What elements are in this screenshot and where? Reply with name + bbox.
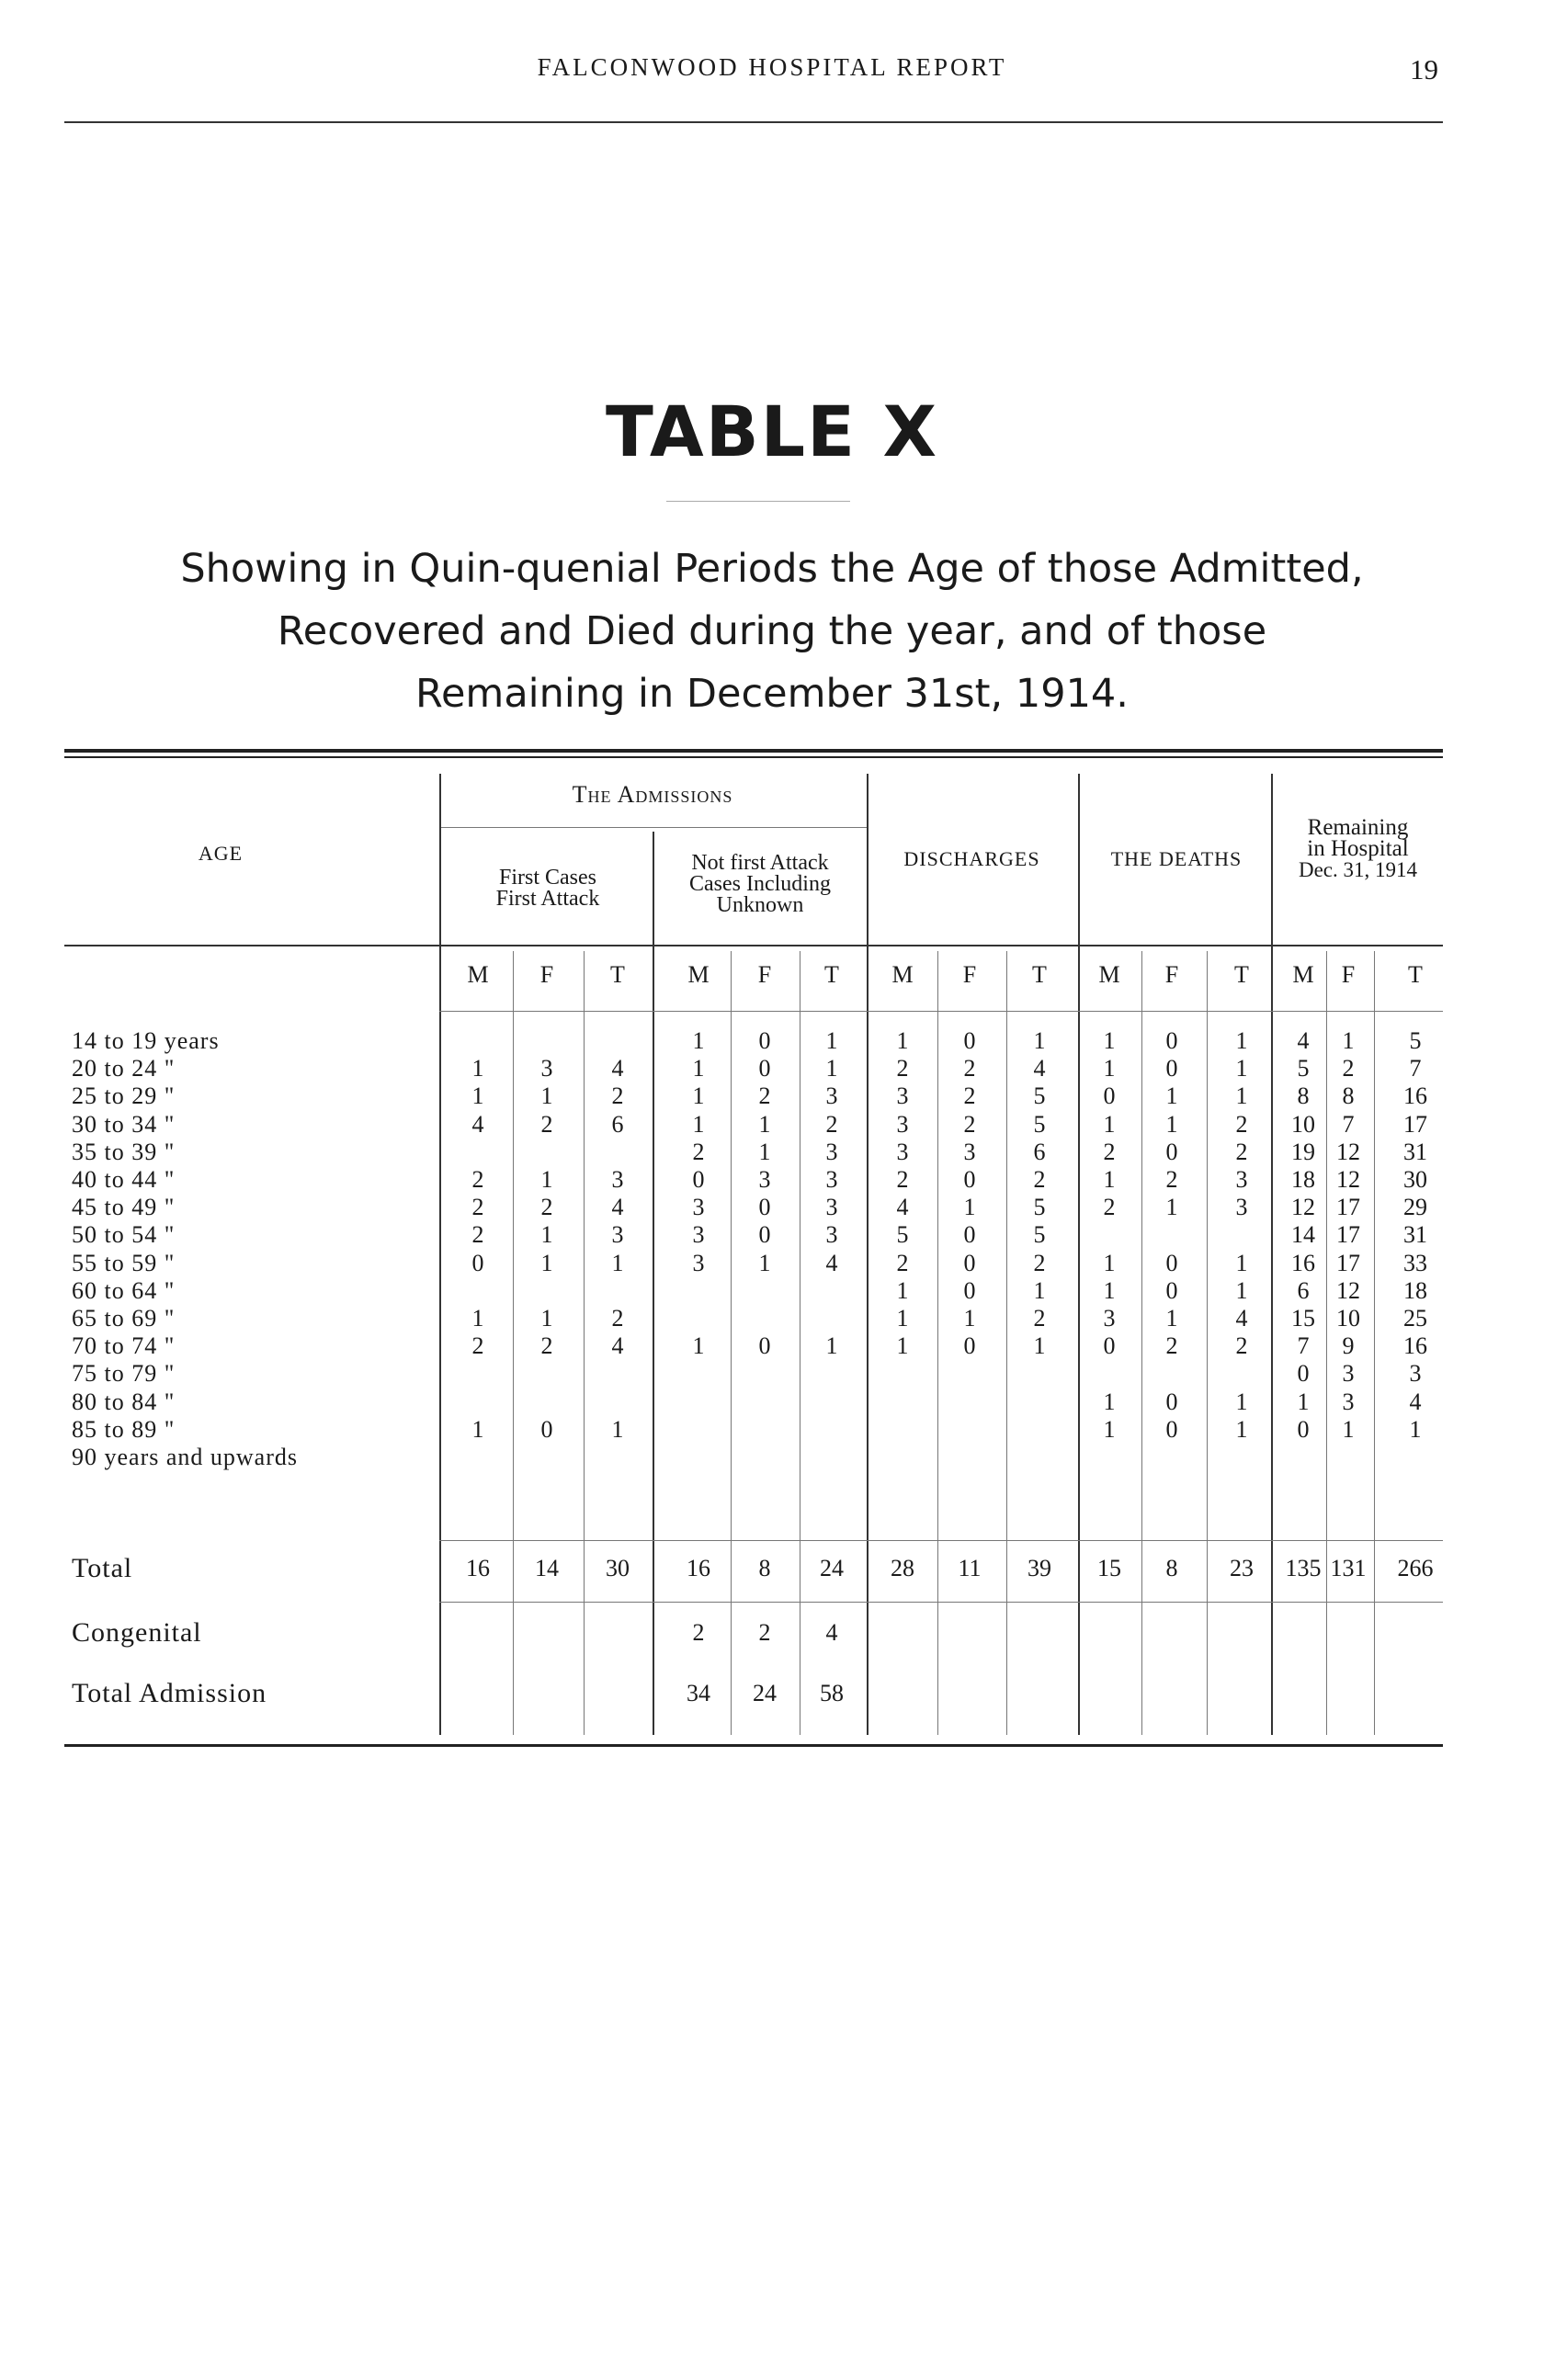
sub-column-divider	[1006, 951, 1007, 1735]
header-first-cases-line2: First Attack	[495, 887, 600, 911]
table-cell: 2	[611, 1305, 624, 1332]
table-cell: 1	[692, 1332, 705, 1359]
header-deaths: THE DEATHS	[1110, 847, 1243, 870]
table-cell: 4	[471, 1111, 484, 1138]
table-cell: 1	[540, 1305, 553, 1332]
table-cell: 1	[1235, 1250, 1248, 1276]
table-cell: 1	[963, 1305, 976, 1332]
table-cell: 1	[471, 1055, 484, 1082]
table-cell: 0	[1165, 1139, 1178, 1165]
table-cell: 2	[1165, 1332, 1178, 1359]
table-cell: 1	[471, 1416, 484, 1443]
table-cell: 2	[471, 1332, 484, 1359]
rule-header-bottom	[64, 945, 1443, 946]
table-cell: 1	[611, 1250, 624, 1276]
age-label: 85 to 89 "	[72, 1416, 176, 1443]
table-cell: 2	[1033, 1305, 1046, 1332]
table-cell: 1	[540, 1166, 553, 1193]
rule-above-total	[439, 1540, 1443, 1541]
table-top-rule-thin	[64, 756, 1443, 758]
header-age: AGE	[198, 842, 244, 865]
sub-column-divider	[937, 951, 938, 1735]
table-cell: 14	[535, 1555, 559, 1581]
table-cell: 1	[1235, 1082, 1248, 1109]
running-title: FALCONWOOD HOSPITAL REPORT	[537, 53, 1007, 81]
table-cell: 2	[1033, 1250, 1046, 1276]
table-cell: 1	[471, 1305, 484, 1332]
title-rule	[666, 501, 850, 502]
header-discharges: DISCHARGES	[903, 847, 1040, 870]
table-cell: 3	[692, 1221, 705, 1248]
rule-subheader-bottom	[439, 1011, 1443, 1012]
table-cell: 1	[825, 1055, 838, 1082]
table-cell: 31	[1403, 1139, 1427, 1165]
table-cell: 5	[1033, 1111, 1046, 1138]
table-cell: 4	[1033, 1055, 1046, 1082]
table-cell: 17	[1336, 1250, 1360, 1276]
sub-column-header: M	[1098, 961, 1120, 988]
table-cell: 0	[1297, 1360, 1310, 1387]
table-cell: 1	[1103, 1416, 1116, 1443]
table-cell: 1	[1409, 1416, 1422, 1443]
table-cell: 1	[692, 1055, 705, 1082]
table-cell: 17	[1336, 1221, 1360, 1248]
table-cell: 5	[1409, 1027, 1422, 1054]
sub-column-header: M	[687, 961, 710, 988]
table-cell: 1	[1103, 1388, 1116, 1415]
table-cell: 2	[963, 1055, 976, 1082]
table-cell: 2	[471, 1166, 484, 1193]
table-cell: 34	[687, 1680, 710, 1706]
table-cell: 8	[1342, 1082, 1355, 1109]
header-remaining-line3: Dec. 31, 1914	[1298, 858, 1418, 881]
header-not-first-line2: Cases Including	[689, 872, 831, 896]
table-cell: 1	[540, 1221, 553, 1248]
table-cell: 1	[896, 1277, 909, 1304]
table-cell: 5	[1033, 1082, 1046, 1109]
table-cell: 0	[1165, 1055, 1178, 1082]
sub-column-header: F	[1164, 961, 1179, 988]
table-cell: 3	[896, 1082, 909, 1109]
table-cell: 2	[1235, 1139, 1248, 1165]
table-cell: 0	[471, 1250, 484, 1276]
sub-column-header: T	[1234, 961, 1249, 988]
table-cell: 5	[1033, 1194, 1046, 1220]
table-cell: 0	[1165, 1027, 1178, 1054]
table-cell: 0	[758, 1027, 771, 1054]
table-cell: 11	[958, 1555, 982, 1581]
table-cell: 3	[611, 1221, 624, 1248]
header-admissions: The Admissions	[572, 781, 733, 808]
table-cell: 58	[820, 1680, 844, 1706]
total-label: Total	[72, 1553, 133, 1583]
table-cell: 0	[1103, 1082, 1116, 1109]
table-cell: 1	[692, 1082, 705, 1109]
divider-first-cases	[653, 832, 654, 1735]
table-cell: 30	[1403, 1166, 1427, 1193]
table-cell: 5	[1297, 1055, 1310, 1082]
table-cell: 2	[692, 1619, 705, 1646]
table-cell: 0	[692, 1166, 705, 1193]
header-remaining-line1: Remaining	[1307, 815, 1409, 840]
table-cell: 12	[1336, 1277, 1360, 1304]
table-cell: 1	[1165, 1194, 1178, 1220]
sub-column-header: F	[757, 961, 772, 988]
table-cell: 1	[896, 1027, 909, 1054]
table-cell: 1	[1103, 1111, 1116, 1138]
congenital-label: Congenital	[72, 1617, 202, 1648]
table-cell: 2	[1235, 1111, 1248, 1138]
table-cell: 16	[1291, 1250, 1315, 1276]
header-first-cases-line1: First Cases	[498, 866, 596, 890]
table-bottom-rule	[64, 1744, 1443, 1747]
table-cell: 3	[1342, 1388, 1355, 1415]
table-cell: 16	[466, 1555, 490, 1581]
table-cell: 266	[1397, 1555, 1434, 1581]
table-cell: 16	[1403, 1082, 1427, 1109]
table-cell: 5	[1033, 1221, 1046, 1248]
table-cell: 2	[471, 1194, 484, 1220]
table-cell: 8	[758, 1555, 771, 1581]
table-cell: 17	[1336, 1194, 1360, 1220]
header-not-first-line3: Unknown	[716, 893, 804, 917]
table-cell: 1	[758, 1139, 771, 1165]
page-header	[0, 53, 1544, 90]
table-cell: 5	[896, 1221, 909, 1248]
table-cell: 0	[963, 1250, 976, 1276]
table-cell: 3	[825, 1166, 838, 1193]
table-cell: 1	[1165, 1111, 1178, 1138]
table-cell: 1	[963, 1194, 976, 1220]
age-label: 40 to 44 "	[72, 1166, 176, 1193]
table-cell: 16	[1403, 1332, 1427, 1359]
table-cell: 2	[896, 1055, 909, 1082]
table-cell: 12	[1336, 1139, 1360, 1165]
table-cell: 3	[896, 1111, 909, 1138]
table-cell: 0	[963, 1332, 976, 1359]
table-cell: 2	[692, 1139, 705, 1165]
table-cell: 2	[1103, 1139, 1116, 1165]
table-cell: 1	[1103, 1277, 1116, 1304]
table-cell: 7	[1342, 1111, 1355, 1138]
header-not-first-line1: Not first Attack	[691, 851, 829, 875]
table-cell: 19	[1291, 1139, 1315, 1165]
age-label: 14 to 19 years	[72, 1027, 220, 1054]
table-cell: 24	[820, 1555, 844, 1581]
age-label: 20 to 24 "	[72, 1055, 176, 1082]
table-cell: 23	[1230, 1555, 1254, 1581]
header-rule	[64, 121, 1443, 123]
header-remaining-line2: in Hospital	[1307, 836, 1409, 861]
table-cell: 3	[692, 1194, 705, 1220]
table-cell: 0	[1165, 1277, 1178, 1304]
table-cell: 7	[1409, 1055, 1422, 1082]
table-cell: 1	[1165, 1082, 1178, 1109]
table-cell: 4	[896, 1194, 909, 1220]
table-cell: 2	[540, 1111, 553, 1138]
table-cell: 2	[758, 1082, 771, 1109]
table-cell: 1	[1103, 1055, 1116, 1082]
table-cell: 31	[1403, 1221, 1427, 1248]
table-cell: 4	[1235, 1305, 1248, 1332]
table-cell: 3	[825, 1194, 838, 1220]
table-cell: 6	[1033, 1139, 1046, 1165]
table-cell: 0	[758, 1221, 771, 1248]
table-cell: 6	[611, 1111, 624, 1138]
table-cell: 3	[692, 1250, 705, 1276]
table-cell: 0	[1103, 1332, 1116, 1359]
table-cell: 135	[1285, 1555, 1322, 1581]
table-cell: 4	[611, 1194, 624, 1220]
table-cell: 3	[825, 1139, 838, 1165]
table-cell: 1	[825, 1332, 838, 1359]
table-cell: 0	[963, 1277, 976, 1304]
table-cell: 1	[1235, 1388, 1248, 1415]
table-cell: 4	[611, 1332, 624, 1359]
table-cell: 0	[758, 1194, 771, 1220]
table-cell: 2	[611, 1082, 624, 1109]
sub-column-header: F	[962, 961, 977, 988]
table-cell: 3	[1103, 1305, 1116, 1332]
table-cell: 2	[540, 1332, 553, 1359]
table-cell: 3	[1235, 1166, 1248, 1193]
sub-column-header: M	[891, 961, 914, 988]
table-cell: 1	[1033, 1332, 1046, 1359]
age-label: 70 to 74 "	[72, 1332, 176, 1359]
table-cell: 10	[1336, 1305, 1360, 1332]
table-cell: 16	[687, 1555, 710, 1581]
table-cell: 1	[1033, 1027, 1046, 1054]
table-cell: 29	[1403, 1194, 1427, 1220]
divider-admissions	[867, 774, 868, 1735]
table-cell: 0	[1165, 1416, 1178, 1443]
table-cell: 0	[963, 1166, 976, 1193]
table-cell: 1	[758, 1111, 771, 1138]
table-cell: 2	[758, 1619, 771, 1646]
table-cell: 14	[1291, 1221, 1315, 1248]
table-cell: 24	[753, 1680, 777, 1706]
total-admission-label: Total Admission	[72, 1678, 267, 1708]
table-cell: 2	[963, 1082, 976, 1109]
table-cell: 1	[1342, 1027, 1355, 1054]
sub-column-header: F	[539, 961, 554, 988]
table-cell: 3	[1342, 1360, 1355, 1387]
table-cell: 3	[825, 1082, 838, 1109]
table-cell: 15	[1291, 1305, 1315, 1332]
table-cell: 3	[825, 1221, 838, 1248]
age-label: 90 years and upwards	[72, 1444, 298, 1470]
sub-column-header: T	[1408, 961, 1423, 988]
table-cell: 2	[1235, 1332, 1248, 1359]
table-cell: 3	[540, 1055, 553, 1082]
table-cell: 18	[1291, 1166, 1315, 1193]
table-cell: 1	[471, 1082, 484, 1109]
sub-column-divider	[731, 951, 732, 1735]
table-cell: 3	[611, 1166, 624, 1193]
table-cell: 2	[963, 1111, 976, 1138]
sub-column-header: T	[824, 961, 839, 988]
table-cell: 3	[1235, 1194, 1248, 1220]
rule-admissions	[441, 827, 867, 828]
table-cell: 33	[1403, 1250, 1427, 1276]
table-cell: 7	[1297, 1332, 1310, 1359]
table-cell: 1	[540, 1250, 553, 1276]
table-cell: 10	[1291, 1111, 1315, 1138]
sub-column-header: F	[1341, 961, 1356, 988]
table-cell: 0	[540, 1416, 553, 1443]
table-cell: 2	[1342, 1055, 1355, 1082]
table-cell: 1	[896, 1332, 909, 1359]
table-cell: 1	[1033, 1277, 1046, 1304]
table-cell: 0	[1165, 1388, 1178, 1415]
table-cell: 2	[1033, 1166, 1046, 1193]
sub-column-header: T	[610, 961, 625, 988]
table-cell: 17	[1403, 1111, 1427, 1138]
table-cell: 1	[1165, 1305, 1178, 1332]
sub-column-header: T	[1032, 961, 1047, 988]
age-label: 80 to 84 "	[72, 1388, 176, 1415]
table-subtitle: Showing in Quin-quenial Periods the Age of those Admitted, Recovered and Died during the year, and of those Remaining in December 31st, 1914.	[180, 546, 1364, 717]
table-cell: 4	[1297, 1027, 1310, 1054]
age-label: 45 to 49 "	[72, 1194, 176, 1220]
table-cell: 1	[1297, 1388, 1310, 1415]
table-cell: 0	[758, 1332, 771, 1359]
table-cell: 3	[963, 1139, 976, 1165]
table-title: TABLE X	[605, 391, 939, 472]
age-label: 75 to 79 "	[72, 1360, 176, 1387]
table-cell: 131	[1330, 1555, 1367, 1581]
table-cell: 39	[1027, 1555, 1051, 1581]
table-cell: 1	[1235, 1277, 1248, 1304]
table-cell: 2	[540, 1194, 553, 1220]
table-cell: 28	[891, 1555, 914, 1581]
age-label: 50 to 54 "	[72, 1221, 176, 1248]
table-cell: 0	[1165, 1250, 1178, 1276]
table-cell: 15	[1097, 1555, 1121, 1581]
table-cell: 1	[758, 1250, 771, 1276]
age-label: 60 to 64 "	[72, 1277, 176, 1304]
sub-column-header: M	[1292, 961, 1314, 988]
age-label: 35 to 39 "	[72, 1139, 176, 1165]
table-cell: 9	[1342, 1332, 1355, 1359]
table-cell: 2	[896, 1250, 909, 1276]
table-cell: 1	[692, 1027, 705, 1054]
table-cell: 4	[611, 1055, 624, 1082]
table-cell: 12	[1336, 1166, 1360, 1193]
sub-column-divider	[513, 951, 514, 1735]
table-cell: 12	[1291, 1194, 1315, 1220]
age-label: 30 to 34 "	[72, 1111, 176, 1138]
table-cell: 2	[471, 1221, 484, 1248]
table-cell: 4	[1409, 1388, 1422, 1415]
table-cell: 1	[896, 1305, 909, 1332]
table-cell: 2	[1165, 1166, 1178, 1193]
table-cell: 0	[758, 1055, 771, 1082]
table-cell: 3	[1409, 1360, 1422, 1387]
table-top-rule	[64, 749, 1443, 753]
table-cell: 1	[692, 1111, 705, 1138]
table-cell: 25	[1403, 1305, 1427, 1332]
age-label: 65 to 69 "	[72, 1305, 176, 1332]
table-cell: 8	[1165, 1555, 1178, 1581]
table-cell: 2	[1103, 1194, 1116, 1220]
table-cell: 1	[1235, 1027, 1248, 1054]
table-cell: 0	[963, 1027, 976, 1054]
sub-column-divider	[584, 951, 585, 1735]
sub-column-divider	[1207, 951, 1208, 1735]
table-cell: 8	[1297, 1082, 1310, 1109]
table-cell: 1	[1103, 1250, 1116, 1276]
table-cell: 1	[611, 1416, 624, 1443]
table-cell: 1	[1342, 1416, 1355, 1443]
table-cell: 0	[963, 1221, 976, 1248]
page-number: 19	[1410, 53, 1438, 85]
table-cell: 1	[540, 1082, 553, 1109]
table-cell: 1	[825, 1027, 838, 1054]
table-cell: 0	[1297, 1416, 1310, 1443]
table-cell: 1	[1235, 1055, 1248, 1082]
age-label: 25 to 29 "	[72, 1082, 176, 1109]
table-cell: 1	[1103, 1027, 1116, 1054]
table-cell: 30	[606, 1555, 630, 1581]
table-cell: 4	[825, 1250, 838, 1276]
table-cell: 18	[1403, 1277, 1427, 1304]
divider-age	[439, 774, 441, 1735]
table-cell: 4	[825, 1619, 838, 1646]
age-label: 55 to 59 "	[72, 1250, 176, 1276]
table-cell: 3	[896, 1139, 909, 1165]
table-cell: 1	[1235, 1416, 1248, 1443]
sub-column-header: M	[467, 961, 489, 988]
table-cell: 3	[758, 1166, 771, 1193]
rule-below-total	[439, 1602, 1443, 1603]
table-cell: 2	[896, 1166, 909, 1193]
table-cell: 2	[825, 1111, 838, 1138]
table-cell: 6	[1297, 1277, 1310, 1304]
table-cell: 1	[1103, 1166, 1116, 1193]
